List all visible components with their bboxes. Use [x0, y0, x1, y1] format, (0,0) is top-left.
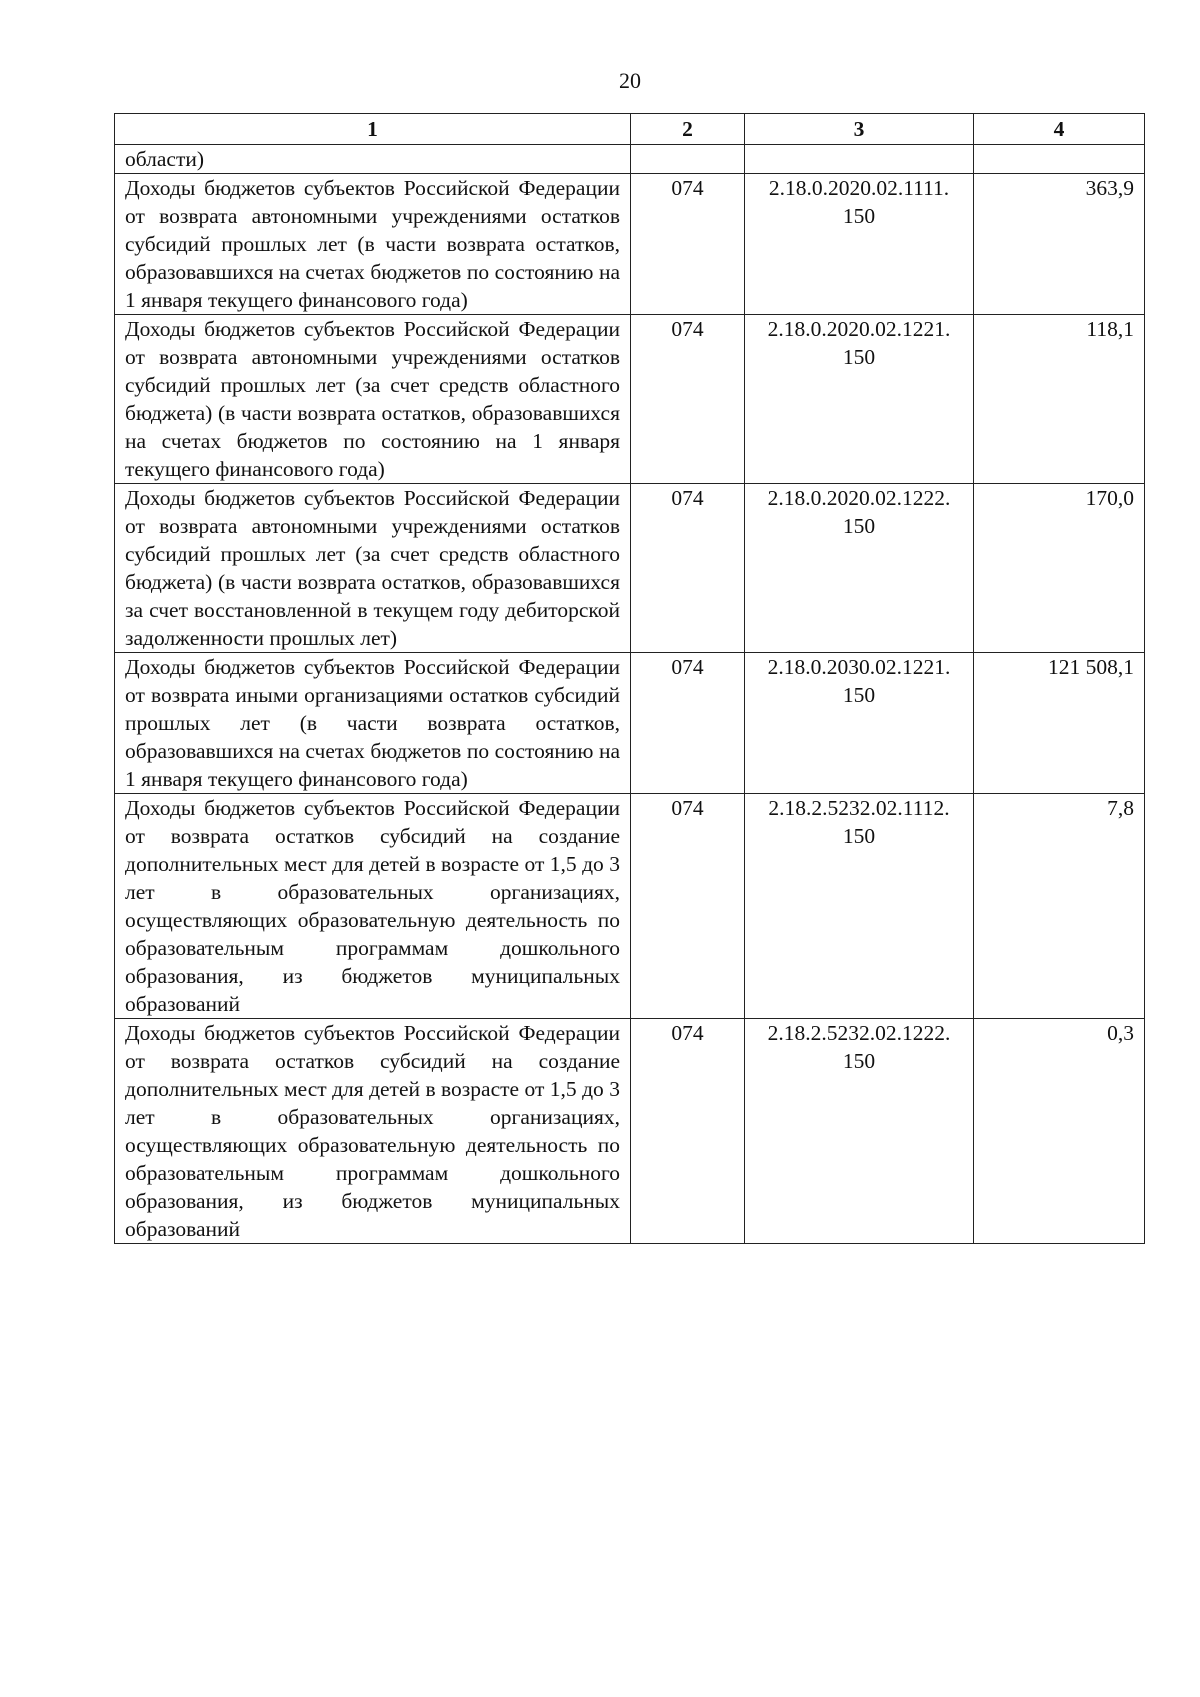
table-row-continuation [115, 145, 1145, 174]
amount-cell [974, 145, 1145, 174]
budget-code-suffix: 150 [842, 1049, 876, 1073]
budget-table [114, 113, 1145, 1244]
budget-code-cell [745, 653, 974, 794]
header-cell: 1 [115, 114, 631, 145]
budget-code-line: 2.18.0.2030.02.1221. [767, 655, 951, 679]
budget-code-cell [745, 174, 974, 315]
admin-code-cell: 074 [631, 1019, 745, 1244]
amount-cell: 0,3 [974, 1019, 1145, 1244]
description-cell: Доходы бюджетов субъектов Российской Федерации от возврата автономными учреждениями остатков субсидий прошлых лет (в части возврата остатков, образовавшихся на счетах бюджетов по состоянию на 1 января текущего финансового года) [115, 174, 631, 315]
table-row [115, 653, 1145, 794]
header-cell: 3 [745, 114, 974, 145]
budget-code-cell [745, 145, 974, 174]
budget-code-line: 2.18.0.2020.02.1222. [767, 486, 951, 510]
budget-code-line: 2.18.2.5232.02.1222. [767, 1021, 951, 1045]
budget-code-cell [745, 1019, 974, 1244]
budget-code-cell [745, 315, 974, 484]
table-row [115, 315, 1145, 484]
budget-code-suffix: 150 [842, 824, 876, 848]
amount-cell: 363,9 [974, 174, 1145, 315]
budget-code-line: 2.18.0.2020.02.1111. [768, 176, 950, 200]
amount-cell: 121 508,1 [974, 653, 1145, 794]
header-cell: 4 [974, 114, 1145, 145]
description-cell: Доходы бюджетов субъектов Российской Федерации от возврата остатков субсидий на создание дополнительных мест для детей в возрасте от 1,5 до 3 лет в образовательных организациях, осуществляющих образовательную деятельность по образовательным программам дошкольного образования, из бюджетов муниципальных образований [115, 1019, 631, 1244]
admin-code-cell [631, 145, 745, 174]
budget-code-line: 2.18.2.5232.02.1112. [768, 796, 950, 820]
amount-cell: 7,8 [974, 794, 1145, 1019]
table-row [115, 174, 1145, 315]
admin-code-cell: 074 [631, 794, 745, 1019]
header-row [115, 114, 1145, 145]
admin-code-cell: 074 [631, 653, 745, 794]
header-cell: 2 [631, 114, 745, 145]
table-row [115, 794, 1145, 1019]
table-row [115, 484, 1145, 653]
budget-code-cell [745, 794, 974, 1019]
description-cell: Доходы бюджетов субъектов Российской Федерации от возврата автономными учреждениями остатков субсидий прошлых лет (за счет средств областного бюджета) (в части возврата остатков, образовавшихся на счетах бюджетов по состоянию на 1 января текущего финансового года) [115, 315, 631, 484]
description-cell: Доходы бюджетов субъектов Российской Федерации от возврата автономными учреждениями остатков субсидий прошлых лет (за счет средств областного бюджета) (в части возврата остатков, образовавшихся за счет восстановленной в текущем году дебиторской задолженности прошлых лет) [115, 484, 631, 653]
budget-code-suffix: 150 [842, 514, 876, 538]
budget-code-suffix: 150 [842, 683, 876, 707]
amount-cell: 118,1 [974, 315, 1145, 484]
description-cell: области) [115, 145, 631, 174]
admin-code-cell: 074 [631, 484, 745, 653]
budget-code-suffix: 150 [842, 204, 876, 228]
description-cell: Доходы бюджетов субъектов Российской Федерации от возврата остатков субсидий на создание дополнительных мест для детей в возрасте от 1,5 до 3 лет в образовательных организациях, осуществляющих образовательную деятельность по образовательным программам дошкольного образования, из бюджетов муниципальных образований [115, 794, 631, 1019]
budget-code-line: 2.18.0.2020.02.1221. [767, 317, 951, 341]
budget-code-cell [745, 484, 974, 653]
budget-code-suffix: 150 [842, 345, 876, 369]
table-row [115, 1019, 1145, 1244]
page-number: 20 [619, 68, 641, 93]
admin-code-cell: 074 [631, 174, 745, 315]
amount-cell: 170,0 [974, 484, 1145, 653]
admin-code-cell: 074 [631, 315, 745, 484]
description-cell: Доходы бюджетов субъектов Российской Федерации от возврата иными организациями остатков субсидий прошлых лет (в части возврата остатков, образовавшихся на счетах бюджетов по состоянию на 1 января текущего финансового года) [115, 653, 631, 794]
